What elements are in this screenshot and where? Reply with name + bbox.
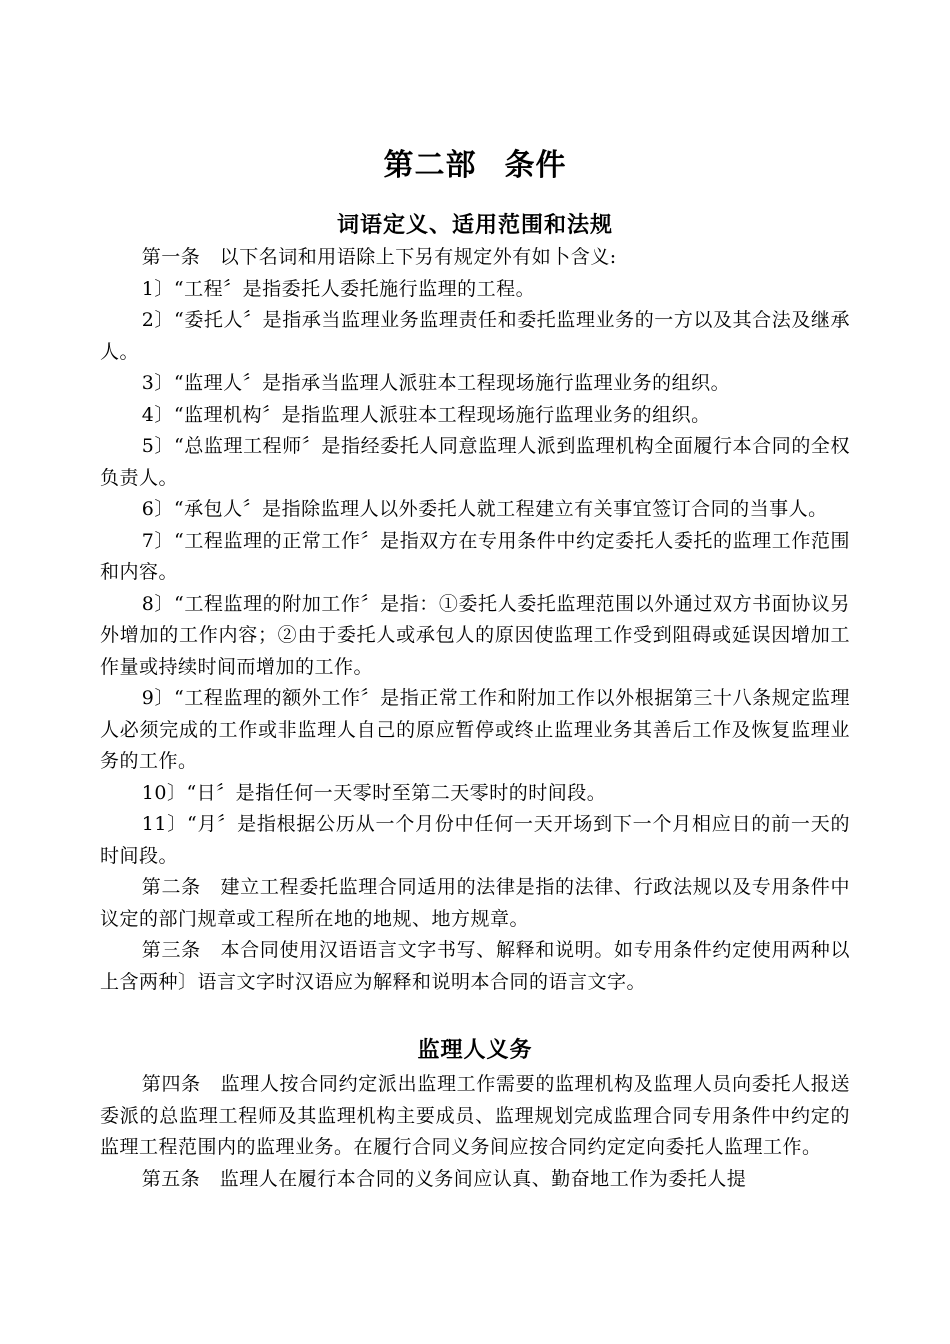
paragraph: 第三条 本合同使用汉语语言文字书写、解释和说明。如专用条件约定使用两种以上含两种〕语言文字时汉语应为解释和说明本合同的语言文字。 [100, 939, 850, 993]
paragraph: 7〕“工程监理的正常工作〞是指双方在专用条件中约定委托人委托的监理工作范围和内容。 [100, 529, 850, 583]
section-heading-definitions: 词语定义、适用范围和法规 [336, 212, 613, 238]
paragraph: 第二条 建立工程委托监理合同适用的法律是指的法律、行政法规以及专用条件中议定的部门规章或工程所在地的地规、地方规章。 [100, 876, 850, 930]
paragraph: 2〕“委托人〞是指承当监理业务监理责任和委托监理业务的一方以及其合法及继承人。 [100, 309, 850, 363]
paragraph: 6〕“承包人〞是指除监理人以外委托人就工程建立有关事宜签订合同的当事人。 [141, 498, 828, 520]
paragraph: 11〕“月〞是指根据公历从一个月份中任何一天开场到下一个月相应日的前一天的时间段。 [100, 813, 850, 867]
paragraph: 9〕“工程监理的额外工作〞是指正常工作和附加工作以外根据第三十八条规定监理人必须完成的工作或非监理人自己的原应暂停或终止监理业务其善后工作及恢复监理业务的工作。 [100, 687, 850, 772]
paragraph: 第五条 监理人在履行本合同的义务间应认真、勤奋地工作为委托人提 [141, 1167, 747, 1190]
paragraph: 4〕“监理机构〞是指监理人派驻本工程现场施行监理业务的组织。 [141, 403, 711, 426]
section-body-supervisor-duties [100, 1069, 850, 1195]
section-body-definitions [100, 242, 850, 998]
title-part: 第二部 [383, 148, 477, 183]
section-heading-supervisor-duties: 监理人义务 [417, 1037, 533, 1063]
page-title [0, 146, 950, 186]
title-name: 条件 [504, 148, 567, 183]
paragraph: 第四条 监理人按合同约定派出监理工作需要的监理机构及监理人员向委托人报送委派的总监理工程师及其监理机构主要成员、监理规划完成监理合同专用条件中约定的监理工程范围内的监理业务。在履行合同义务间应按合同约定定向委托人监理工作。 [100, 1073, 850, 1158]
paragraph: 3〕“监理人〞是指承当监理人派驻本工程现场施行监理业务的组织。 [141, 372, 731, 394]
paragraph: 第一条 以下名词和用语除上下另有规定外有如卜含义: [141, 246, 617, 268]
paragraph: 5〕“总监理工程师〞是指经委托人同意监理人派到监理机构全面履行本合同的全权负责人。 [100, 435, 850, 489]
paragraph: 10〕“日〞是指任何一天零时至第二天零时的时间段。 [141, 781, 607, 804]
paragraph: 1〕“工程〞是指委托人委托施行监理的工程。 [141, 277, 536, 300]
paragraph: 8〕“工程监理的附加工作〞是指：①委托人委托监理范围以外通过双方书面协议另外增加的工作内容；②由于委托人或承包人的原因使监理工作受到阻碍或延误因增加工作量或持续时间而增加的工作。 [100, 592, 850, 678]
